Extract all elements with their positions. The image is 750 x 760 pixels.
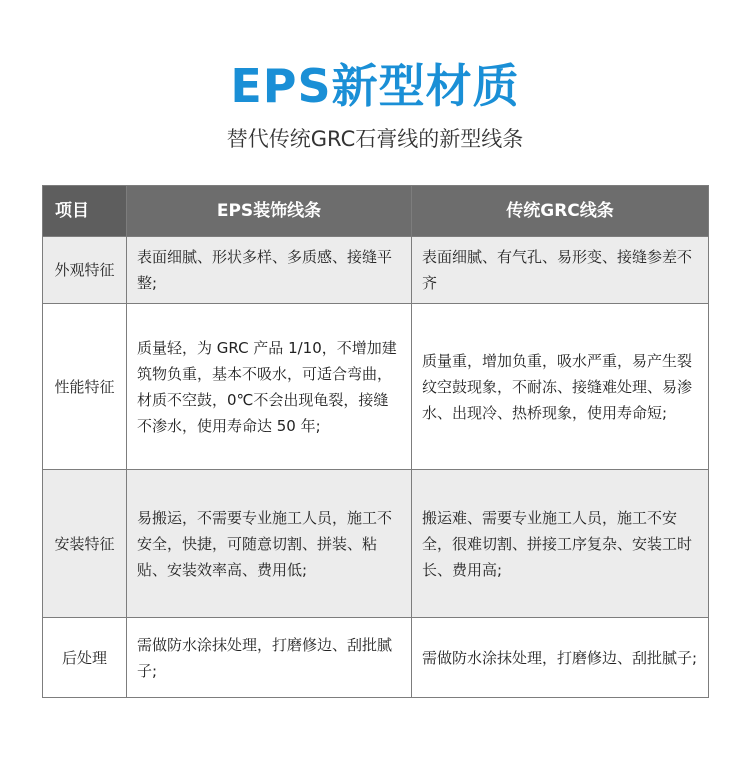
grc-cell bbox=[412, 618, 709, 698]
eps-cell bbox=[127, 618, 412, 698]
grc-cell-text: 质量重，增加负重，吸水严重，易产生裂纹空鼓现象，不耐冻、接缝难处理、易渗水、出现冷、热桥现象，使用寿命短; bbox=[422, 351, 693, 422]
column-header-item: 项目 bbox=[43, 186, 127, 237]
eps-cell-text: 易搬运，不需要专业施工人员，施工不安全，快捷，可随意切割、拼装、粘贴、安装效率高、费用低; bbox=[137, 508, 393, 579]
comparison-table bbox=[42, 185, 709, 698]
eps-cell-text: 需做防水涂抹处理，打磨修边、刮批腻子; bbox=[137, 635, 393, 680]
grc-cell-text: 表面细腻、有气孔、易形变、接缝参差不齐 bbox=[422, 248, 693, 292]
table-row bbox=[43, 618, 709, 698]
eps-cell-text: 表面细腻、形状多样、多质感、接缝平整; bbox=[137, 248, 393, 292]
table-row bbox=[43, 470, 709, 618]
column-header-eps: EPS装饰线条 bbox=[127, 186, 412, 237]
eps-cell bbox=[127, 237, 412, 304]
grc-cell bbox=[412, 470, 709, 618]
page-subtitle: 替代传统GRC石膏线的新型线条 bbox=[226, 127, 524, 151]
eps-cell-text: 质量轻，为 GRC 产品 1/10，不增加建筑物负重，基本不吸水，可适合弯曲，材质不空鼓，0℃不会出现龟裂，接缝不渗水，使用寿命达 50 年; bbox=[137, 338, 397, 435]
eps-cell bbox=[127, 304, 412, 470]
table-header-row bbox=[43, 186, 709, 237]
table-row bbox=[43, 304, 709, 470]
row-label: 性能特征 bbox=[43, 304, 127, 470]
row-label: 外观特征 bbox=[43, 237, 127, 304]
row-label: 后处理 bbox=[43, 618, 127, 698]
grc-cell-text: 搬运难、需要专业施工人员，施工不安全，很难切割、拼接工序复杂、安装工时长、费用高; bbox=[422, 508, 693, 579]
eps-cell bbox=[127, 470, 412, 618]
page-title: EPS新型材质 bbox=[230, 59, 520, 113]
grc-cell bbox=[412, 237, 709, 304]
grc-cell bbox=[412, 304, 709, 470]
row-label: 安装特征 bbox=[43, 470, 127, 618]
grc-cell-text: 需做防水涂抹处理，打磨修边、刮批腻子; bbox=[422, 648, 698, 667]
table-row bbox=[43, 237, 709, 304]
column-header-grc: 传统GRC线条 bbox=[412, 186, 709, 237]
